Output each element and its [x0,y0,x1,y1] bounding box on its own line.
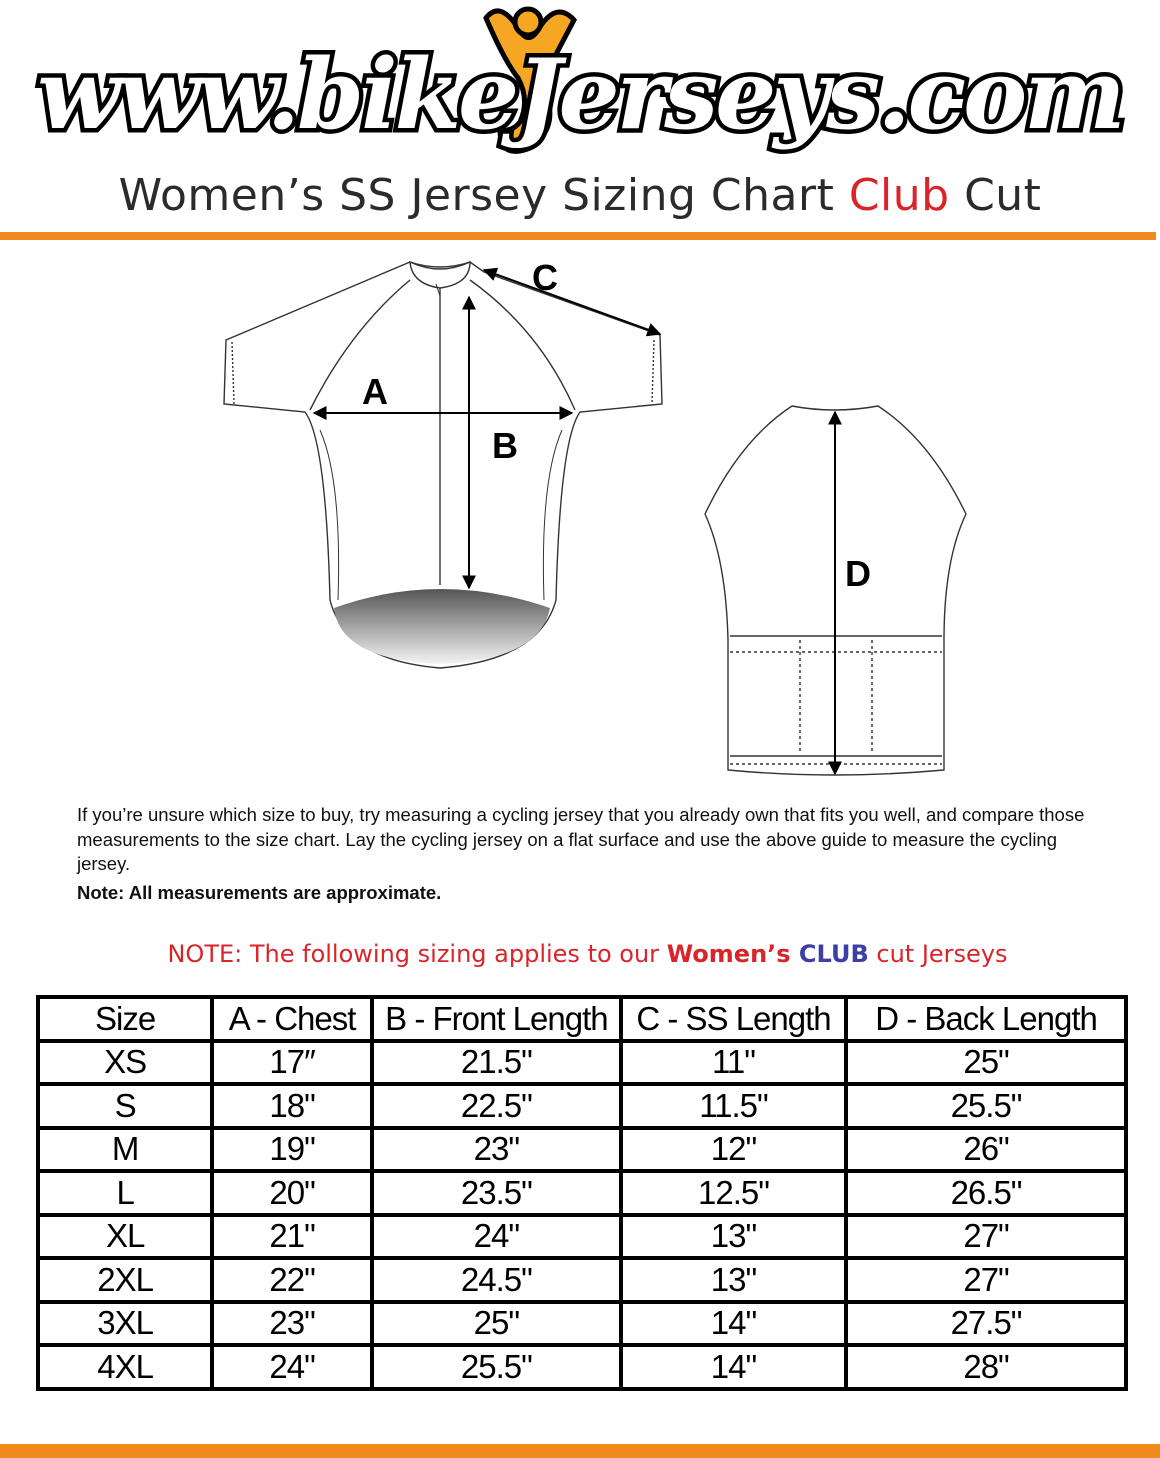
cell-ss-length: 11.5" [621,1084,846,1128]
cell-chest: 23" [212,1302,372,1346]
header-chest: A - Chest [212,997,372,1041]
cell-front-length: 21.5" [372,1041,621,1085]
table-note-club: CLUB [798,940,869,968]
site-logo [0,0,1160,165]
title-prefix: Women’s SS Jersey Sizing Chart [118,170,849,221]
cell-back-length: 25" [846,1041,1126,1085]
cell-chest: 18" [212,1084,372,1128]
cell-size: XL [38,1215,212,1259]
front-jersey-drawing [224,262,662,668]
header-size: Size [38,997,212,1041]
cell-size: XS [38,1041,212,1085]
cell-size: 3XL [38,1302,212,1346]
cell-front-length: 23.5" [372,1171,621,1215]
cell-front-length: 24" [372,1215,621,1259]
table-row [38,1258,1126,1302]
cell-ss-length: 14" [621,1345,846,1389]
cell-chest: 21" [212,1215,372,1259]
header-back-length: D - Back Length [846,997,1126,1041]
cell-size: M [38,1128,212,1172]
cell-ss-length: 11" [621,1041,846,1085]
cell-front-length: 24.5" [372,1258,621,1302]
cell-chest: 19" [212,1128,372,1172]
table-row [38,1041,1126,1085]
cell-ss-length: 12" [621,1128,846,1172]
table-row [38,1345,1126,1389]
instructions-note: Note: All measurements are approximate. [77,881,442,903]
table-row [38,1215,1126,1259]
cell-back-length: 27.5" [846,1302,1126,1346]
cell-chest: 20" [212,1171,372,1215]
jersey-measurement-diagram [0,245,1160,785]
bottom-orange-rule [0,1444,1160,1458]
cell-chest: 24" [212,1345,372,1389]
table-header-row [38,997,1126,1041]
label-b: B [492,425,518,466]
page-title [0,170,1160,221]
table-note-womens: Women’s [666,940,799,968]
header-front-length: B - Front Length [372,997,621,1041]
cell-size: S [38,1084,212,1128]
cell-back-length: 27" [846,1215,1126,1259]
instructions-body: If you’re unsure which size to buy, try measuring a cycling jersey that you already own that fits you well, and compare those measurements to the size chart. Lay the cycling jersey on a flat surface and use the above guide to measure the cycling jersey. [77,804,1085,874]
cell-back-length: 27" [846,1258,1126,1302]
cell-back-length: 26" [846,1128,1126,1172]
size-chart-table [36,995,1128,1391]
table-row [38,1084,1126,1128]
title-accent: Club [848,170,950,221]
measuring-instructions [77,803,1097,905]
logo-text: www.bikeJerseys.com [37,38,1123,151]
cell-ss-length: 12.5" [621,1171,846,1215]
cell-front-length: 22.5" [372,1084,621,1128]
cell-back-length: 26.5" [846,1171,1126,1215]
label-a: A [362,371,388,412]
table-row [38,1302,1126,1346]
cell-ss-length: 13" [621,1215,846,1259]
cell-size: 2XL [38,1258,212,1302]
cell-front-length: 25.5" [372,1345,621,1389]
cell-back-length: 25.5" [846,1084,1126,1128]
table-note-prefix: NOTE: The following sizing applies to our [167,940,667,968]
cell-front-length: 23" [372,1128,621,1172]
cell-size: 4XL [38,1345,212,1389]
cell-chest: 22" [212,1258,372,1302]
label-d: D [845,553,871,594]
cell-ss-length: 13" [621,1258,846,1302]
table-note [0,940,1160,968]
cell-chest: 17″ [212,1041,372,1085]
cell-ss-length: 14" [621,1302,846,1346]
cell-back-length: 28" [846,1345,1126,1389]
cell-size: L [38,1171,212,1215]
label-c: C [532,257,558,298]
cell-front-length: 25" [372,1302,621,1346]
top-orange-rule [0,232,1156,240]
table-note-suffix: cut Jerseys [868,940,1008,968]
table-row [38,1171,1126,1215]
header-ss-length: C - SS Length [621,997,846,1041]
title-suffix: Cut [949,170,1042,221]
table-row [38,1128,1126,1172]
